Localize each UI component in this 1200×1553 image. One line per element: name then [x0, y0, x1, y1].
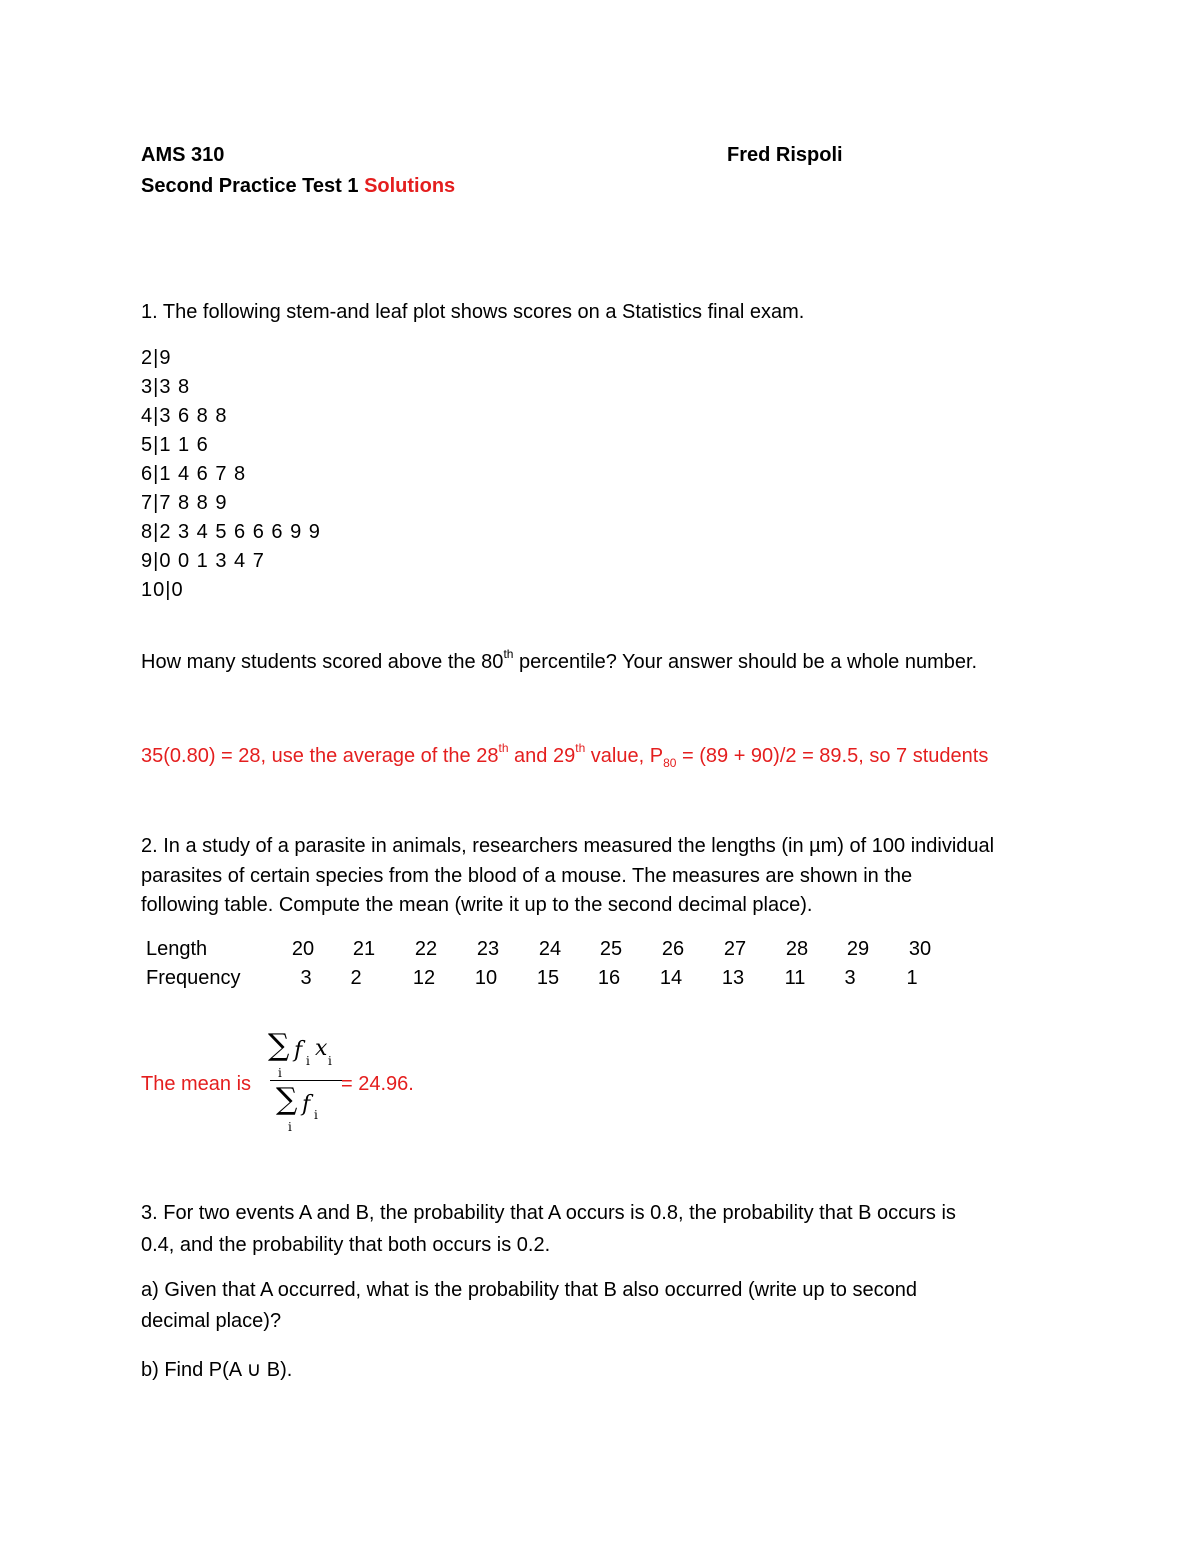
q1-answer-part: 35(0.80) = 28, use the average of the 28 — [141, 745, 499, 767]
table-cell: 3 — [300, 967, 312, 989]
stem-leaf-plot — [141, 347, 321, 608]
sigma-symbol: ∑ — [276, 1082, 298, 1117]
stem-row: 5|1 1 6 — [141, 434, 209, 456]
table-cell: 12 — [412, 967, 436, 989]
table-cell: 21 — [352, 938, 376, 960]
formula-index: i — [278, 1066, 282, 1080]
stem-row: 2|9 — [141, 347, 172, 369]
formula-f: f — [294, 1038, 303, 1063]
q3b-line: b) Find P(A ∪ B). — [141, 1359, 293, 1381]
table-cell: 10 — [474, 967, 498, 989]
q1-answer-part: = (89 + 90)/2 = 89.5, so 7 students — [676, 745, 989, 767]
q3a-line: decimal place)? — [141, 1310, 282, 1332]
table-cell: 20 — [291, 938, 315, 960]
formula-f: f — [302, 1092, 311, 1117]
stem-row: 3|3 8 — [141, 376, 191, 398]
sigma-symbol: ∑ — [268, 1028, 290, 1063]
table-cell: 15 — [536, 967, 560, 989]
mean-label: The mean is — [141, 1073, 252, 1095]
q2-prompt-line: following table. Compute the mean (write it up to the second decimal place). — [141, 894, 813, 916]
table-cell: 3 — [844, 967, 856, 989]
table-cell: 29 — [846, 938, 870, 960]
formula-subscript: i — [314, 1108, 318, 1122]
q1-question-part: percentile? Your answer should be a whole number. — [513, 651, 978, 673]
table-cell: 22 — [414, 938, 438, 960]
formula-index: i — [288, 1120, 292, 1134]
author-name: Fred Rispoli — [727, 144, 843, 166]
q1-answer-part: and 29 — [508, 745, 576, 767]
table-cell: 11 — [784, 967, 806, 989]
formula-x: x — [315, 1036, 328, 1061]
q2-prompt-line: 2. In a study of a parasite in animals, researchers measured the lengths (in µm) of 100 individual — [141, 835, 995, 857]
q1-answer-sup: th — [575, 741, 586, 756]
table-cell: 27 — [723, 938, 747, 960]
stem-row: 7|7 8 8 9 — [141, 492, 228, 514]
table-cell: 2 — [350, 967, 362, 989]
stem-row: 6|1 4 6 7 8 — [141, 463, 247, 485]
q3-prompt-line: 3. For two events A and B, the probability that A occurs is 0.8, the probability that B occurs is — [141, 1202, 956, 1224]
title-solutions: Solutions — [364, 175, 456, 197]
table-cell: 1 — [906, 967, 918, 989]
q1-question-part: How many students scored above the 80 — [141, 651, 504, 673]
q2-prompt-line: parasites of certain species from the blood of a mouse. The measures are shown in the — [141, 865, 913, 887]
frequency-label: Frequency — [146, 967, 241, 989]
table-cell: 14 — [659, 967, 683, 989]
mean-value: = 24.96. — [341, 1073, 414, 1095]
q1-answer-part: value, P — [585, 745, 664, 767]
q1-answer-sub: 80 — [663, 756, 677, 770]
table-cell: 13 — [721, 967, 745, 989]
q3a-line: a) Given that A occurred, what is the probability that B also occurred (write up to second — [141, 1279, 917, 1301]
stem-row: 4|3 6 8 8 — [141, 405, 228, 427]
stem-row: 8|2 3 4 5 6 6 6 9 9 — [141, 521, 321, 543]
formula-subscript: i — [328, 1054, 332, 1068]
q3-prompt-line: 0.4, and the probability that both occurs is 0.2. — [141, 1234, 551, 1256]
title-main: Second Practice Test 1 — [141, 175, 365, 197]
table-cell: 24 — [538, 938, 562, 960]
q1-prompt: 1. The following stem-and leaf plot shows scores on a Statistics final exam. — [141, 301, 805, 323]
q1-question-sup: th — [503, 647, 514, 662]
q1-question — [141, 647, 978, 674]
table-cell: 28 — [785, 938, 809, 960]
table-cell: 26 — [661, 938, 685, 960]
stem-row: 10|0 — [141, 579, 184, 601]
table-cell: 16 — [597, 967, 621, 989]
table-cell: 23 — [476, 938, 500, 960]
fraction-bar — [270, 1080, 342, 1081]
table-cell: 30 — [908, 938, 932, 960]
q1-answer — [141, 741, 989, 770]
q1-answer-sup: th — [498, 741, 509, 756]
table-cell: 25 — [599, 938, 623, 960]
formula-subscript: i — [306, 1054, 310, 1068]
mean-formula — [264, 1030, 344, 1135]
length-label: Length — [146, 938, 208, 960]
document-title — [141, 175, 455, 198]
course-code: AMS 310 — [141, 144, 225, 166]
stem-row: 9|0 0 1 3 4 7 — [141, 550, 265, 572]
